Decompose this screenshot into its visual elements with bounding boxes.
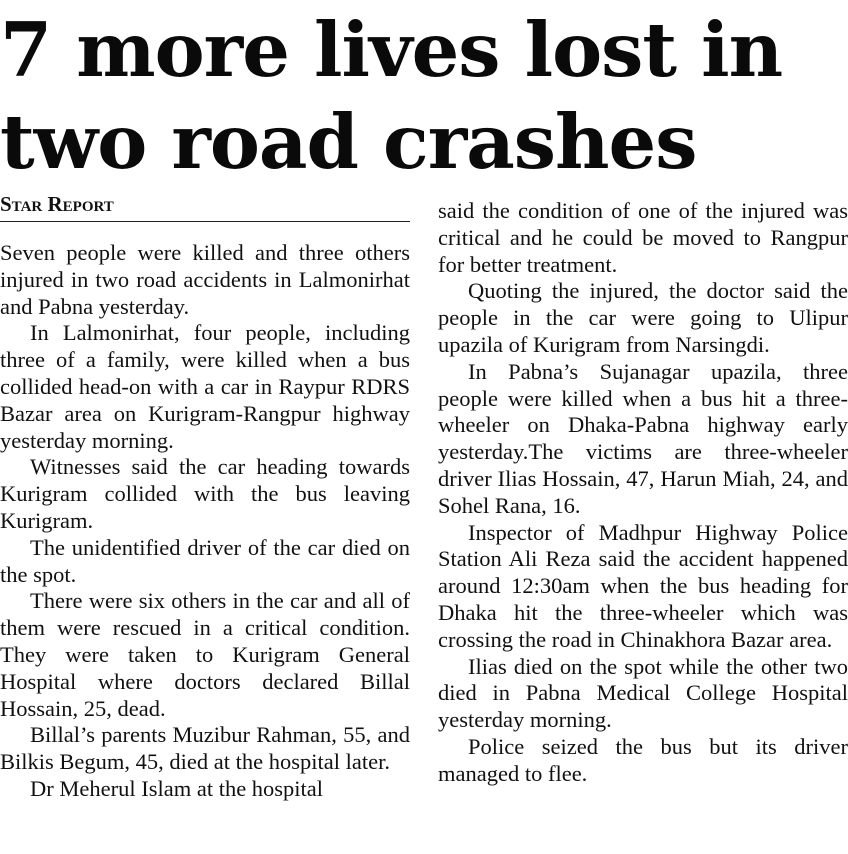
paragraph: Dr Meherul Islam at the hospital (30, 775, 324, 801)
paragraph: There were six others in the car and all of them were rescued in a critical condition. They were taken to Kurigram General Hospital where doctors declared Billal Hossain, 25, dead. (0, 588, 410, 721)
paragraph: In Pabna’s Sujanagar upazila, three people were killed when a bus hit a three-wheeler on Dhaka-Pabna highway early yesterday.The victims are three-wheeler driver Ilias Hossain, 47, Harun Miah, 24, and Sohel Rana, 16. (438, 358, 848, 518)
paragraph: Quoting the injured, the doctor said the people in the car were going to Ulipur upazila of Kurigram from Narsingdi. (438, 278, 848, 357)
paragraph: Inspector of Madhpur Highway Police Station Ali Reza said the accident happened around 12:30am when the bus heading for Dhaka hit the three-wheeler which was crossing the road in Chinakhora Bazar area. (438, 519, 848, 652)
paragraph: Seven people were killed and three others injured in two road accidents in Lalmonirhat and Pabna yesterday. (0, 240, 410, 319)
byline: Star Report (0, 191, 410, 222)
paragraph: In Lalmonirhat, four people, including three of a family, were killed when a bus collided head-on with a car in Raypur RDRS Bazar area on Kurigram-Rangpur highway yesterday morning. (0, 320, 410, 453)
right-column (438, 198, 848, 788)
paragraph: Witnesses said the car heading towards Kurigram collided with the bus leaving Kurigram. (0, 454, 410, 533)
paragraph: Billal’s parents Muzibur Rahman, 55, and Bilkis Begum, 45, died at the hospital later. (0, 722, 410, 775)
paragraph: The unidentified driver of the car died on the spot. (0, 534, 410, 587)
headline-line-2: two road crashes (0, 98, 697, 186)
paragraph: Police seized the bus but its driver managed to flee. (438, 733, 848, 786)
headline-line-1: 7 more lives lost in (0, 6, 783, 94)
paragraph: said the condition of one of the injured was critical and he could be moved to Rangpur for better treatment. (438, 198, 848, 277)
headline (0, 4, 848, 188)
paragraph: Ilias died on the spot while the other two died in Pabna Medical College Hospital yesterday morning. (438, 653, 848, 733)
left-column (0, 240, 410, 803)
